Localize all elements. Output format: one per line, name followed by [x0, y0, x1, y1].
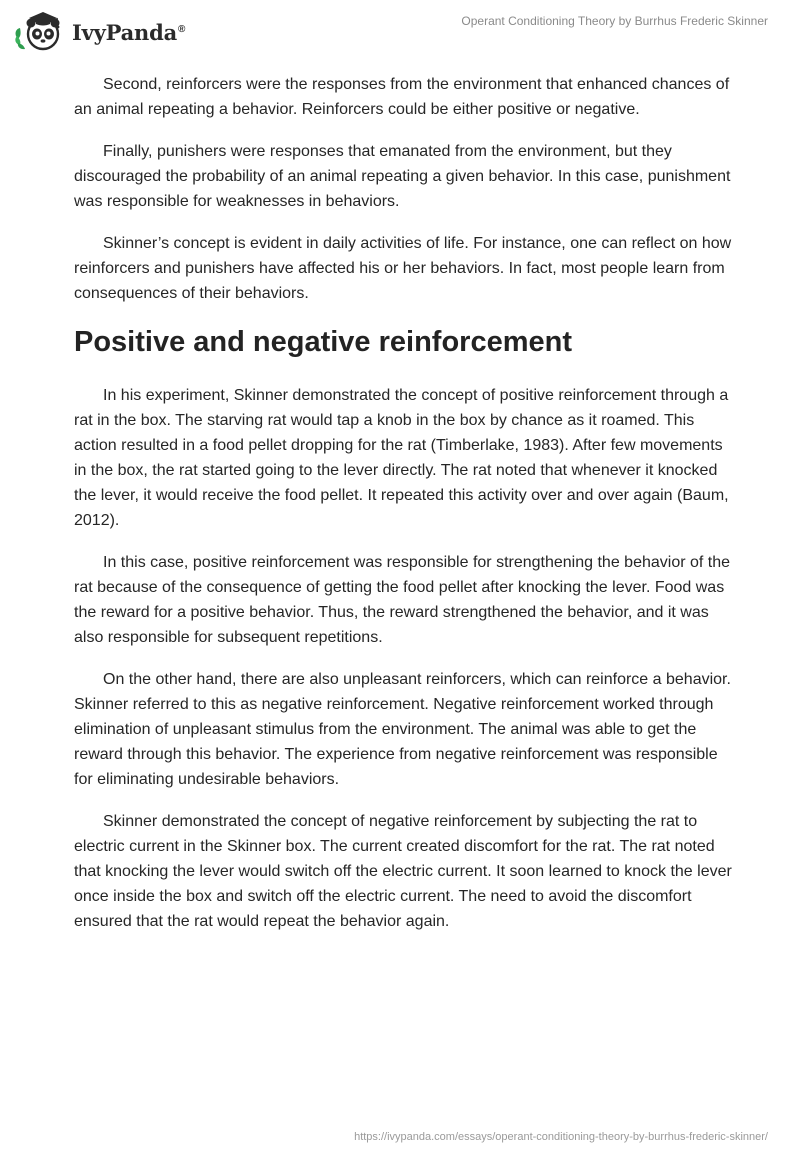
- paragraph-daily-life: Skinner’s concept is evident in daily activities of life. For instance, one can reflect on how reinforcers and punishers have affected his or her behaviors. In fact, most people learn from consequences of their behaviors.: [74, 235, 732, 302]
- logo-wordmark: IvyPanda®: [72, 19, 186, 45]
- section-heading: Positive and negative reinforcement: [74, 326, 572, 358]
- ivypanda-logo[interactable]: [14, 9, 185, 53]
- paragraph-negative-experiment: Skinner demonstrated the concept of negative reinforcement by subjecting the rat to electric current in the Skinner box. The current created discomfort for the rat. The rat noted that knocking the lever would switch off the electric current. It soon learned to knock the lever once inside the box and switch off the electric current. The need to avoid the discomfort ensured that the rat would repeat the behavior again.: [74, 813, 732, 930]
- page-header: [0, 0, 800, 60]
- paragraph-positive-experiment: In his experiment, Skinner demonstrated the concept of positive reinforcement through a rat in the box. The starving rat would tap a knob in the box by chance as it roamed. This action resulted in a food pellet dropping for the rat (Timberlake, 1983). After few movements in the box, the rat started going to the lever directly. The rat noted that whenever it knocked the lever, it would receive the food pellet. It repeated this activity over and over again (Baum, 2012).: [74, 387, 729, 529]
- paragraph-positive-reinforcement: In this case, positive reinforcement was responsible for strengthening the behavior of the rat because of the consequence of getting the food pellet after knocking the lever. Food was the reward for a positive behavior. Thus, the reward strengthened the behavior, and it was also responsible for subsequent repetitions.: [74, 554, 731, 646]
- paragraph-punishers: Finally, punishers were responses that emanated from the environment, but they discouraged the probability of an animal repeating a given behavior. In this case, punishment was responsible for weaknesses in behaviors.: [74, 143, 731, 210]
- source-url[interactable]: https://ivypanda.com/essays/operant-conditioning-theory-by-burrhus-frederic-skinner/: [354, 1131, 768, 1143]
- paragraph-negative-reinforcement: On the other hand, there are also unpleasant reinforcers, which can reinforce a behavior. Skinner referred to this as negative reinforcement. Negative reinforcement worked through elimination of unpleasant stimulus from the environment. The animal was able to get the reward through this behavior. The experience from negative reinforcement was responsible for eliminating undesirable behaviors.: [74, 671, 731, 788]
- document-title: Operant Conditioning Theory by Burrhus Frederic Skinner: [461, 14, 768, 28]
- panda-graduate-icon: [14, 9, 66, 53]
- paragraph-reinforcers: Second, reinforcers were the responses from the environment that enhanced chances of an animal repeating a behavior. Reinforcers could be either positive or negative.: [74, 76, 730, 118]
- essay-content: [74, 72, 734, 951]
